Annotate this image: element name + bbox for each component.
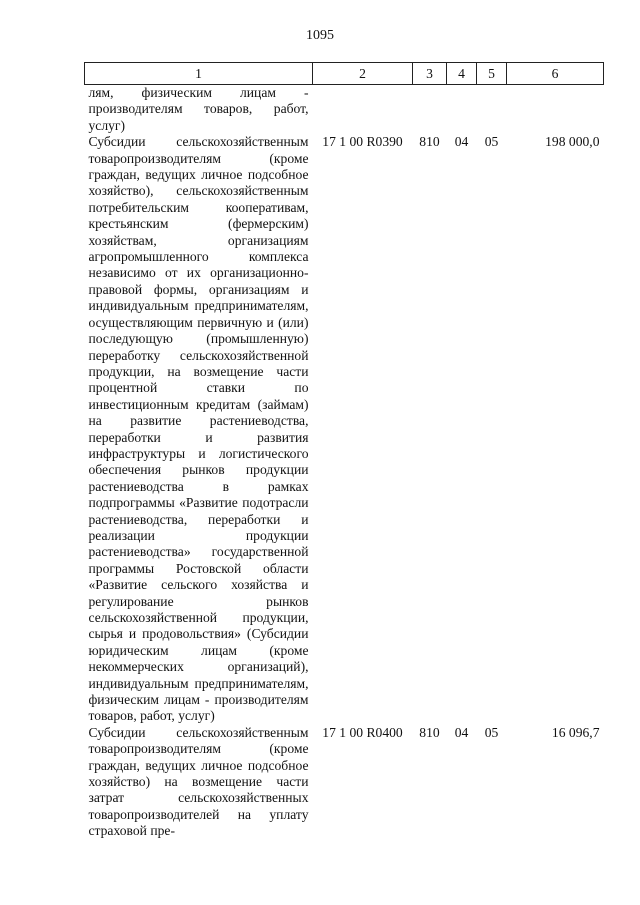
row-section: 04 <box>454 134 469 150</box>
row-expense-type <box>413 85 447 135</box>
row-amount: 16 096,7 <box>551 724 600 740</box>
row-description: Субсидии сельскохозяйственным товаропроизводителям (кроме граждан, ведущих личное подсобное хозяйство), сельскохозяйственным потребительским кооперативам, крестьянским (фермерским) хозяйствам, организациям агропромышленного комплекса независимо от их организационно-правовой формы, организациям и индивидуальным предпринимателям, осуществляющим первичную и (или) последующую (промышленную) переработку сельскохозяйственной продукции, на возмещение части процентной ставки по инвестиционным кредитам (займам) на развитие растениеводства, переработки и развития инфраструктуры и логистического обеспечения рынков продукции растениеводства в рамках подпрограммы «Развитие подотрасли растениеводства, переработки и реализации продукции растениеводства» государственной программы Ростовской области «Развитие сельского хозяйства и регулирование рынков сельскохозяйственной продукции, сырья и продовольствия» (Субсидии юридическим лицам (кроме некоммерческих организаций), индивидуальным предпринимателям, физическим лицам - производителям товаров, работ, услуг) <box>88 134 309 724</box>
row-target-code <box>313 85 413 135</box>
row-subsection: 05 <box>484 724 499 740</box>
row-target-code: 17 1 00 R0400 <box>322 724 403 740</box>
header-col-1: 1 <box>85 63 313 85</box>
row-expense-type: 810 <box>419 134 440 150</box>
header-col-4: 4 <box>447 63 477 85</box>
row-expense-type: 810 <box>419 724 440 740</box>
row-description: Субсидии сельскохозяйственным товаропроизводителям (кроме граждан, ведущих личное подсобное хозяйство) на возмещение части затрат сельскохозяйственных товаропроизводителей на уплату страховой пре- <box>88 724 309 839</box>
table-row <box>85 725 604 840</box>
row-section <box>447 85 477 135</box>
header-col-5: 5 <box>477 63 507 85</box>
row-target-code: 17 1 00 R0390 <box>322 134 403 150</box>
row-subsection: 05 <box>484 134 499 150</box>
row-subsection <box>477 85 507 135</box>
table-row <box>85 134 604 725</box>
page-number: 1095 <box>306 28 334 43</box>
table-row <box>85 85 604 135</box>
header-col-2: 2 <box>313 63 413 85</box>
row-amount <box>507 85 604 135</box>
row-description: лям, физическим лицам - производителям товаров, работ, услуг) <box>88 85 309 133</box>
row-amount: 198 000,0 <box>545 134 600 150</box>
header-col-3: 3 <box>413 63 447 85</box>
table-header <box>85 63 604 85</box>
header-col-6: 6 <box>507 63 604 85</box>
budget-table <box>84 62 604 840</box>
row-section: 04 <box>454 724 469 740</box>
